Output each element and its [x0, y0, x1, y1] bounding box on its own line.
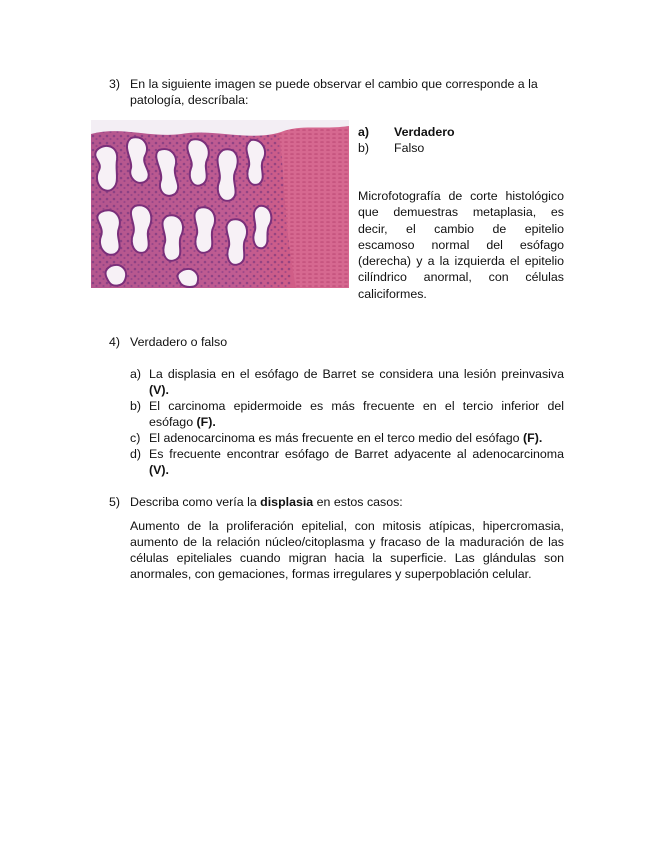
caption-line: caliciformes. — [358, 286, 427, 301]
q3-option-b-label: Falso — [394, 141, 425, 155]
q4-item-d-letter: d) — [130, 447, 142, 461]
caption-line: cilíndrico anormal, con células — [358, 270, 564, 285]
q4-item-a-text: La displasia en el esófago de Barret se considera una lesión preinvasiva — [149, 367, 564, 381]
q4-item-c-text: El adenocarcinoma es más frecuente en el terco medio del esófago — [149, 431, 520, 445]
q3-option-a-letter: a) — [358, 125, 370, 139]
q3-prompt-line1: En la siguiente imagen se puede observar el cambio que corresponde a la — [130, 77, 538, 91]
q4-item-a-answer: (V). — [149, 383, 169, 397]
q4-item-b-text-cont: esófago — [149, 415, 194, 429]
q5-prompt-post: en estos casos: — [316, 495, 403, 509]
q5-number: 5) — [109, 495, 121, 509]
q5-answer-line: células epiteliales cuando migran hacia la superficie. Las glándulas son — [130, 551, 564, 565]
q4-title: Verdadero o falso — [130, 335, 228, 349]
q4-number: 4) — [109, 335, 121, 349]
q4-item-c-answer: (F). — [523, 431, 543, 445]
q5-answer-line: aumento de la relación núcleo/citoplasma y fracaso de la maduración de las — [130, 535, 564, 549]
q5-answer-line: anormales, con gemaciones, formas irregulares y superpoblación celular. — [130, 567, 532, 581]
caption-line: (derecha) y a la izquierda el epitelio — [358, 254, 564, 269]
q4-item-b-letter: b) — [130, 399, 142, 413]
histology-image — [91, 120, 349, 288]
q4-item-d-text: Es frecuente encontrar esófago de Barret adyacente al adenocarcinoma — [149, 447, 564, 461]
caption-line: escamoso normal del esófago — [358, 237, 564, 252]
q4-item-d-answer: (V). — [149, 463, 169, 477]
q5-prompt-pre: Describa como vería la — [130, 495, 257, 509]
q5-answer-line: Aumento de la proliferación epitelial, con mitosis atípicas, hipercromasia, — [130, 519, 564, 533]
q4-item-b-text: El carcinoma epidermoide es más frecuente en el tercio inferior del — [149, 399, 564, 413]
q3-caption — [358, 188, 564, 302]
q3-option-b-letter: b) — [358, 141, 370, 155]
q4-item-b-answer: (F). — [196, 415, 216, 429]
q4-item-b-line2 — [149, 414, 564, 430]
caption-line: decir, el cambio de epitelio — [358, 221, 564, 236]
q5-prompt — [130, 494, 564, 510]
q3-prompt-line2: patología, descríbala: — [130, 93, 249, 107]
q3-option-a-label: Verdadero — [394, 125, 455, 139]
q3-number: 3) — [109, 77, 121, 91]
q4-item-c-letter: c) — [130, 431, 141, 445]
caption-line: que demuestras metaplasia, es — [358, 205, 564, 220]
caption-line: Microfotografía de corte histológico — [358, 189, 564, 203]
q5-prompt-bold: displasia — [260, 495, 314, 509]
q4-item-a-letter: a) — [130, 367, 142, 381]
q4-item-c-line — [149, 430, 564, 446]
